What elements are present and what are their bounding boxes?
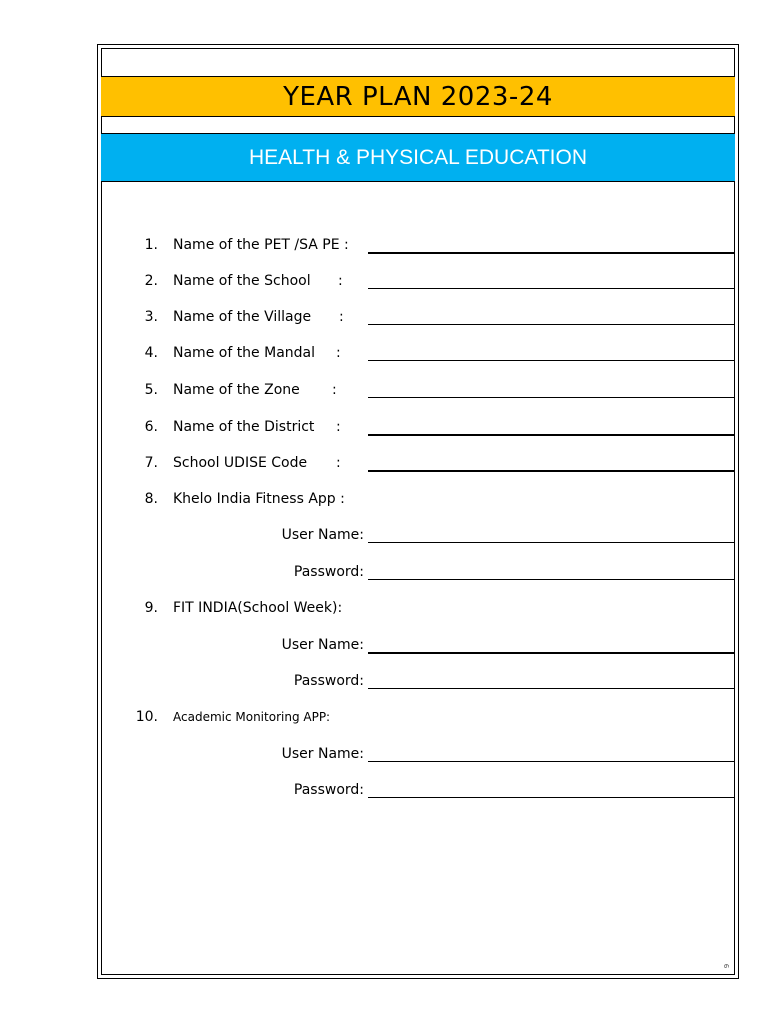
- khelo-india-username-input-line[interactable]: [368, 542, 735, 543]
- field-row-village-name: [0, 307, 768, 327]
- field-row-mandal-name: [0, 343, 768, 363]
- field-number: 9.: [144, 600, 158, 616]
- field-colon: :: [339, 309, 344, 325]
- field-number: 5.: [144, 382, 158, 398]
- field-row-udise-code: [0, 453, 768, 473]
- mandal-name-input-line[interactable]: [368, 360, 735, 361]
- khelo-india-password-row: [0, 562, 768, 582]
- zone-name-input-line[interactable]: [368, 397, 735, 398]
- fit-india-password-row: [0, 671, 768, 691]
- field-number: 7.: [144, 455, 158, 471]
- field-label: Name of the District: [173, 419, 315, 435]
- field-label: Name of the PET /SA PE :: [173, 237, 349, 253]
- field-colon: :: [336, 345, 341, 361]
- fit-india-username-row: [0, 635, 768, 655]
- academic-monitoring-username-input-line[interactable]: [368, 761, 735, 762]
- field-number: 10.: [135, 709, 158, 725]
- village-name-input-line[interactable]: [368, 324, 735, 325]
- field-number: 6.: [144, 419, 158, 435]
- field-label: Khelo India Fitness App :: [173, 491, 345, 507]
- field-label: Name of the Mandal: [173, 345, 316, 361]
- field-number: 3.: [144, 309, 158, 325]
- field-number: 4.: [144, 345, 158, 361]
- fit-india-username-input-line[interactable]: [368, 652, 735, 654]
- username-label: User Name:: [281, 637, 364, 653]
- field-label: Name of the Zone: [173, 382, 300, 398]
- field-number: 8.: [144, 491, 158, 507]
- fit-india-password-input-line[interactable]: [368, 688, 735, 689]
- field-label: Name of the Village: [173, 309, 312, 325]
- password-label: Password:: [293, 782, 364, 798]
- udise-code-input-line[interactable]: [368, 470, 735, 472]
- khelo-india-username-row: [0, 525, 768, 545]
- field-row-pet-name: [0, 235, 768, 255]
- field-number: 2.: [144, 273, 158, 289]
- field-label: School UDISE Code: [173, 455, 308, 471]
- page-corner-mark: 9: [723, 963, 732, 969]
- field-row-fit-india: [0, 598, 768, 618]
- academic-monitoring-password-row: [0, 780, 768, 800]
- district-name-input-line[interactable]: [368, 434, 735, 436]
- password-label: Password:: [293, 673, 364, 689]
- year-plan-title: YEAR PLAN 2023-24: [101, 76, 735, 117]
- field-label: Academic Monitoring APP:: [173, 710, 331, 724]
- username-label: User Name:: [281, 746, 364, 762]
- pet-name-input-line[interactable]: [368, 252, 735, 254]
- field-label: Name of the School: [173, 273, 311, 289]
- school-name-input-line[interactable]: [368, 288, 735, 289]
- username-label: User Name:: [281, 527, 364, 543]
- academic-monitoring-username-row: [0, 744, 768, 764]
- field-colon: :: [336, 419, 341, 435]
- field-row-district-name: [0, 417, 768, 437]
- field-number: 1.: [144, 237, 158, 253]
- field-row-zone-name: [0, 380, 768, 400]
- field-row-khelo-india: [0, 489, 768, 509]
- field-row-academic-monitoring: [0, 707, 768, 727]
- academic-monitoring-password-input-line[interactable]: [368, 797, 735, 798]
- field-colon: :: [336, 455, 341, 471]
- subject-title: HEALTH & PHYSICAL EDUCATION: [101, 133, 735, 182]
- password-label: Password:: [293, 564, 364, 580]
- page-border-inner: [101, 48, 735, 975]
- field-colon: :: [338, 273, 343, 289]
- field-label: FIT INDIA(School Week):: [173, 600, 343, 616]
- field-row-school-name: [0, 271, 768, 291]
- khelo-india-password-input-line[interactable]: [368, 579, 735, 580]
- field-colon: :: [332, 382, 337, 398]
